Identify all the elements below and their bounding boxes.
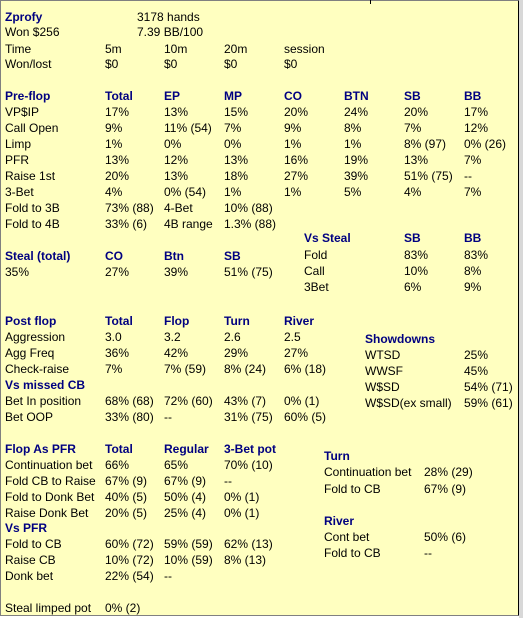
flop-pfr-cell: 67% (9) (164, 474, 207, 488)
vs-steal-row-label: Call (304, 264, 325, 278)
steal-limped-pot-value: 0% (2) (105, 601, 141, 615)
four-bet-range-label: 4B range (164, 217, 213, 231)
preflop-cell: 20% (105, 169, 130, 183)
preflop-cell: 9% (105, 121, 123, 135)
vs-steal-cell: 8% (464, 264, 482, 278)
postflop-col-flop: Flop (164, 314, 190, 328)
vs-pfr-cell: 60% (72) (105, 537, 154, 551)
wonlost-label: Won/lost (5, 57, 52, 71)
preflop-cell: 12% (464, 121, 489, 135)
preflop-cell: -- (464, 169, 472, 183)
postflop-cell: 27% (284, 346, 309, 360)
showdown-cell: 54% (71) (464, 380, 513, 394)
flop-pfr-col-total: Total (105, 442, 133, 456)
vs-pfr-cell: -- (164, 569, 172, 583)
preflop-row-label: VP$IP (5, 105, 40, 119)
preflop-cell: 7% (404, 121, 422, 135)
preflop-cell: 27% (284, 169, 309, 183)
vs-pfr-row-label: Raise CB (5, 553, 56, 567)
preflop-cell: 13% (224, 153, 249, 167)
flop-pfr-cell: 0% (1) (224, 490, 260, 504)
vs-steal-title: Vs Steal (304, 231, 351, 245)
turn-title: Turn (324, 449, 350, 463)
flop-pfr-cell: 66% (105, 458, 130, 472)
preflop-col-ep: EP (164, 89, 181, 103)
postflop-col-turn: Turn (224, 314, 250, 328)
vs-steal-row-label: Fold (304, 248, 328, 262)
vs-pfr-cell: 59% (59) (164, 537, 213, 551)
turn-row-label: Continuation bet (324, 465, 412, 479)
preflop-cell: 8% (344, 121, 362, 135)
turn-cell: 67% (9) (424, 482, 467, 496)
flop-pfr-cell: 0% (1) (224, 506, 260, 520)
preflop-cell: 15% (224, 105, 249, 119)
won-amount: Won $256 (5, 25, 60, 39)
flop-pfr-cell: 65% (164, 458, 189, 472)
preflop-col-mp: MP (224, 89, 242, 103)
preflop-row-label: 3-Bet (5, 185, 34, 199)
postflop-cell: 36% (105, 346, 130, 360)
steal-col-sb: SB (224, 249, 241, 263)
vs-pfr-cell: 10% (72) (105, 553, 154, 567)
preflop-col-sb: SB (404, 89, 421, 103)
flop-pfr-col-regular: Regular (164, 442, 209, 456)
preflop-cell: 5% (344, 185, 362, 199)
vs-missed-cb-cell: 43% (7) (224, 394, 267, 408)
river-cell: 50% (6) (424, 530, 467, 544)
showdown-row-label: W$SD(ex small) (365, 396, 452, 410)
vs-missed-cb-cell: 72% (60) (164, 394, 213, 408)
postflop-cell: 8% (24) (224, 362, 267, 376)
time-col-20m: 20m (224, 42, 248, 56)
preflop-cell: 0% (26) (464, 137, 507, 151)
vs-steal-cell: 6% (404, 280, 422, 294)
vs-steal-row-label: 3Bet (304, 280, 329, 294)
preflop-cell: 13% (164, 105, 189, 119)
steal-col-co: CO (105, 249, 123, 263)
wonlost-10m: $0 (164, 57, 178, 71)
vs-pfr-row-label: Donk bet (5, 569, 54, 583)
postflop-title: Post flop (5, 314, 57, 328)
steal-sb-value: 51% (75) (224, 265, 273, 279)
vs-missed-cb-cell: 68% (68) (105, 394, 154, 408)
player-name: Zprofy (5, 10, 43, 24)
preflop-cell: 20% (284, 105, 309, 119)
preflop-cell: 20% (404, 105, 429, 119)
time-col-10m: 10m (164, 42, 188, 56)
preflop-cell: 51% (75) (404, 169, 453, 183)
vs-steal-cell: 83% (464, 248, 489, 262)
steal-title: Steal (total) (5, 249, 71, 263)
vs-missed-cb-cell: -- (164, 410, 172, 424)
four-bet-label: 4-Bet (164, 201, 193, 215)
vs-missed-cb-cell: 33% (80) (105, 410, 154, 424)
vs-missed-cb-cell: 0% (1) (284, 394, 320, 408)
vs-steal-cell: 9% (464, 280, 482, 294)
vs-pfr-cell: 8% (13) (224, 553, 267, 567)
preflop-cell: 7% (464, 153, 482, 167)
vs-missed-cb-title: Vs missed CB (5, 378, 86, 392)
steal-btn-value: 39% (164, 265, 189, 279)
vs-pfr-row-label: Fold to CB (5, 537, 62, 551)
preflop-cell: 18% (224, 169, 249, 183)
flop-pfr-cell: 40% (5) (105, 490, 148, 504)
preflop-row-label: Limp (5, 137, 32, 151)
postflop-row-label: Aggression (5, 330, 66, 344)
flop-pfr-cell: -- (224, 474, 232, 488)
postflop-col-total: Total (105, 314, 133, 328)
preflop-cell: 9% (284, 121, 302, 135)
steal-co-value: 27% (105, 265, 130, 279)
vs-steal-col-bb: BB (464, 231, 482, 245)
vs-steal-cell: 83% (404, 248, 429, 262)
showdowns-title: Showdowns (365, 332, 435, 346)
turn-row-label: Fold to CB (324, 482, 381, 496)
postflop-cell: 3.0 (105, 330, 122, 344)
preflop-cell: 1% (344, 137, 362, 151)
showdown-row-label: W$SD (365, 380, 400, 394)
preflop-cell: 7% (224, 121, 242, 135)
steal-limped-pot-label: Steal limped pot (5, 601, 92, 615)
preflop-col-btn: BTN (344, 89, 369, 103)
preflop-title: Pre-flop (5, 89, 51, 103)
flop-pfr-cell: 20% (5) (105, 506, 148, 520)
flop-pfr-row-label: Fold CB to Raise (5, 474, 96, 488)
preflop-row-label: Call Open (5, 121, 59, 135)
river-row-label: Cont bet (324, 530, 370, 544)
fold-to-4b-value: 33% (6) (105, 217, 148, 231)
wonlost-20m: $0 (224, 57, 238, 71)
preflop-cell: 1% (224, 185, 242, 199)
preflop-cell: 39% (344, 169, 369, 183)
postflop-cell: 7% (105, 362, 123, 376)
postflop-cell: 6% (18) (284, 362, 327, 376)
fold-to-4b-label: Fold to 4B (5, 217, 60, 231)
postflop-cell: 2.6 (224, 330, 241, 344)
preflop-cell: 4% (404, 185, 422, 199)
hands-count: 3178 hands (137, 10, 200, 24)
vs-pfr-cell: 10% (59) (164, 553, 213, 567)
time-col-5m: 5m (105, 42, 122, 56)
flop-pfr-row-label: Raise Donk Bet (5, 506, 89, 520)
preflop-row-label: Raise 1st (5, 169, 56, 183)
vs-missed-cb-cell: 31% (75) (224, 410, 273, 424)
postflop-cell: 3.2 (164, 330, 181, 344)
river-row-label: Fold to CB (324, 546, 381, 560)
window-edge (370, 0, 371, 4)
wonlost-session: $0 (284, 57, 298, 71)
showdown-cell: 59% (61) (464, 396, 513, 410)
preflop-cell: 1% (105, 137, 123, 151)
vs-missed-cb-row-label: Bet In position (5, 394, 82, 408)
showdown-cell: 45% (464, 364, 489, 378)
preflop-cell: 13% (164, 169, 189, 183)
flop-pfr-cell: 50% (4) (164, 490, 207, 504)
showdown-row-label: WWSF (365, 364, 403, 378)
flop-pfr-cell: 67% (9) (105, 474, 148, 488)
preflop-cell: 12% (164, 153, 189, 167)
steal-col-btn: Btn (164, 249, 184, 263)
showdown-cell: 25% (464, 348, 489, 362)
preflop-col-bb: BB (464, 89, 482, 103)
preflop-cell: 0% (224, 137, 242, 151)
bb-per-100: 7.39 BB/100 (137, 25, 204, 39)
vs-pfr-cell: 62% (13) (224, 537, 273, 551)
preflop-cell: 17% (105, 105, 130, 119)
flop-pfr-row-label: Fold to Donk Bet (5, 490, 95, 504)
preflop-cell: 4% (105, 185, 123, 199)
vs-pfr-title: Vs PFR (5, 521, 48, 535)
postflop-col-river: River (284, 314, 315, 328)
preflop-cell: 24% (344, 105, 369, 119)
preflop-cell: 11% (54) (164, 121, 212, 135)
steal-total-value: 35% (5, 265, 30, 279)
preflop-cell: 0% (54) (164, 185, 207, 199)
fold-to-3b-value: 73% (88) (105, 201, 154, 215)
postflop-cell: 29% (224, 346, 249, 360)
flop-pfr-col-3bet-pot: 3-Bet pot (224, 442, 276, 456)
vs-steal-col-sb: SB (404, 231, 421, 245)
flop-pfr-cell: 25% (4) (164, 506, 207, 520)
fold-to-3b-label: Fold to 3B (5, 201, 60, 215)
postflop-cell: 7% (59) (164, 362, 207, 376)
preflop-cell: 13% (404, 153, 429, 167)
postflop-row-label: Agg Freq (5, 346, 55, 360)
vs-pfr-cell: 22% (54) (105, 569, 154, 583)
wonlost-5m: $0 (105, 57, 119, 71)
preflop-col-total: Total (105, 89, 133, 103)
flop-pfr-cell: 70% (10) (224, 458, 273, 472)
flop-pfr-title: Flop As PFR (5, 442, 76, 456)
river-title: River (324, 514, 355, 528)
preflop-cell: 16% (284, 153, 309, 167)
showdown-row-label: WTSD (365, 348, 401, 362)
river-cell: -- (424, 546, 432, 560)
time-label: Time (5, 42, 32, 56)
postflop-cell: 2.5 (284, 330, 301, 344)
preflop-cell: 1% (284, 185, 302, 199)
preflop-cell: 17% (464, 105, 489, 119)
preflop-cell: 1% (284, 137, 302, 151)
preflop-row-label: PFR (5, 153, 29, 167)
flop-pfr-row-label: Continuation bet (5, 458, 93, 472)
preflop-cell: 7% (464, 185, 482, 199)
postflop-cell: 42% (164, 346, 189, 360)
preflop-col-co: CO (284, 89, 302, 103)
vs-missed-cb-cell: 60% (5) (284, 410, 327, 424)
four-bet-range-value: 1.3% (88) (224, 217, 277, 231)
preflop-cell: 8% (97) (404, 137, 447, 151)
postflop-row-label: Check-raise (5, 362, 70, 376)
four-bet-value: 10% (88) (224, 201, 273, 215)
vs-steal-cell: 10% (404, 264, 429, 278)
vs-missed-cb-row-label: Bet OOP (5, 410, 54, 424)
vertical-scrollbar[interactable] (519, 0, 523, 618)
time-col-session: session (284, 42, 325, 56)
turn-cell: 28% (29) (424, 465, 473, 479)
preflop-cell: 0% (164, 137, 182, 151)
preflop-cell: 13% (105, 153, 130, 167)
preflop-cell: 19% (344, 153, 369, 167)
